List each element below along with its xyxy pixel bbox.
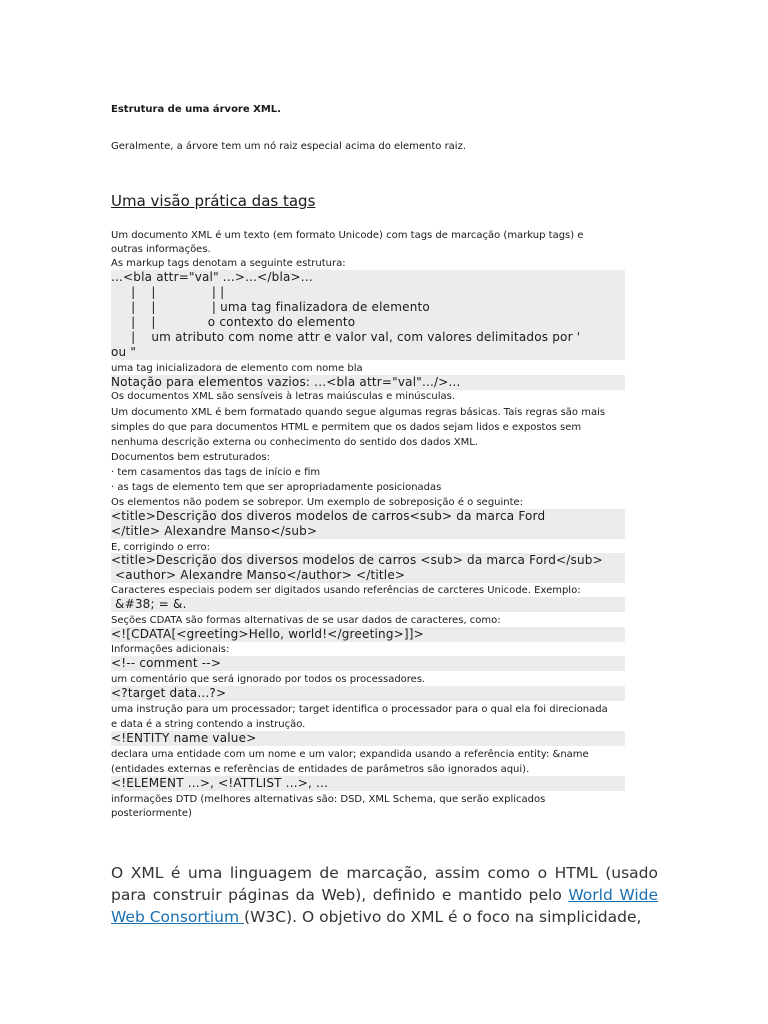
paragraph: e data é a string contendo a instrução. bbox=[111, 719, 306, 730]
code-line: &#38; = &. bbox=[111, 597, 187, 611]
paragraph: Os documentos XML são sensíveis à letras maiúsculas e minúsculas. bbox=[111, 391, 455, 402]
code-block-entity-ref bbox=[111, 597, 625, 612]
code-line: </title> Alexandre Manso</sub> bbox=[111, 524, 318, 538]
code-block-comment bbox=[111, 656, 625, 671]
code-line: <author> Alexandre Manso</author> </title> bbox=[111, 568, 406, 582]
bottom-text: O XML é uma linguagem de marcação, assim como o HTML (usado para construir páginas da Web), definido e mantido pelo bbox=[111, 864, 658, 904]
paragraph: E, corrigindo o erro: bbox=[111, 542, 210, 553]
code-line: | | o contexto do elemento bbox=[111, 315, 356, 329]
paragraph: (entidades externas e referências de entidades de parâmetros são ignorados aqui). bbox=[111, 764, 530, 775]
code-block-entity bbox=[111, 731, 625, 746]
bullet-item: · as tags de elemento tem que ser apropriadamente posicionadas bbox=[111, 482, 442, 493]
code-line: <!ENTITY name value> bbox=[111, 731, 257, 745]
intro-text: Geralmente, a árvore tem um nó raiz especial acima do elemento raiz. bbox=[111, 141, 467, 152]
code-line: <title>Descrição dos diversos modelos de carros <sub> da marca Ford</sub> bbox=[111, 553, 603, 567]
paragraph: uma tag inicializadora de elemento com nome bla bbox=[111, 363, 363, 374]
paragraph: Seções CDATA são formas alternativas de se usar dados de caracteres, como: bbox=[111, 615, 501, 626]
code-block-pi bbox=[111, 686, 625, 701]
paragraph: posteriormente) bbox=[111, 808, 192, 819]
code-block-structure bbox=[111, 270, 625, 360]
code-line: | | | uma tag finalizadora de elemento bbox=[111, 300, 430, 314]
code-line: <![CDATA[<greeting>Hello, world!</greeting>]]> bbox=[111, 627, 424, 641]
code-line: <title>Descrição dos diveros modelos de carros<sub> da marca Ford bbox=[111, 509, 546, 523]
paragraph: nenhuma descrição externa ou conhecimento do sentido dos dados XML. bbox=[111, 437, 479, 448]
code-block-dtd bbox=[111, 776, 625, 791]
code-line: <!-- comment --> bbox=[111, 656, 222, 670]
code-line: <!ELEMENT ...>, <!ATTLIST ...>, ... bbox=[111, 776, 329, 790]
bottom-paragraph bbox=[111, 862, 658, 928]
doc-heading: Estrutura de uma árvore XML. bbox=[111, 104, 281, 115]
section-title: Uma visão prática das tags bbox=[111, 192, 316, 210]
paragraph: simples do que para documentos HTML e permitem que os dados sejam lidos e expostos sem bbox=[111, 422, 582, 433]
paragraph: declara uma entidade com um nome e um valor; expandida usando a referência entity: &name bbox=[111, 749, 589, 760]
paragraph: um comentário que será ignorado por todos os processadores. bbox=[111, 674, 426, 685]
code-line: ...<bla attr="val" ...>...</bla>... bbox=[111, 270, 313, 284]
paragraph: Um documento XML é bem formatado quando segue algumas regras básicas. Tais regras são mais bbox=[111, 407, 606, 418]
paragraph: informações DTD (melhores alternativas são: DSD, XML Schema, que serão explicados bbox=[111, 794, 546, 805]
w3c-link[interactable]: World Wide Web Consortium bbox=[111, 886, 659, 926]
paragraph: uma instrução para um processador; target identifica o processador para o qual ela foi direcionada bbox=[111, 704, 608, 715]
code-block-empty-elements bbox=[111, 375, 625, 390]
paragraph: Informações adicionais: bbox=[111, 644, 230, 655]
code-block-cdata bbox=[111, 627, 625, 642]
code-line: | | | | bbox=[111, 285, 225, 299]
paragraph: Caracteres especiais podem ser digitados usando referências de carcteres Unicode. Exemplo: bbox=[111, 585, 581, 596]
paragraph: Os elementos não podem se sobrepor. Um exemplo de sobreposição é o seguinte: bbox=[111, 497, 524, 508]
bullet-item: · tem casamentos das tags de início e fim bbox=[111, 467, 321, 478]
code-line: <?target data...?> bbox=[111, 686, 227, 700]
paragraph: outras informações. bbox=[111, 244, 211, 255]
bottom-text: (W3C). O objetivo do XML é o foco na simplicidade, bbox=[244, 908, 642, 926]
code-line: | um atributo com nome attr e valor val, com valores delimitados por ' bbox=[111, 330, 581, 344]
paragraph: Documentos bem estruturados: bbox=[111, 452, 271, 463]
code-block-corrected bbox=[111, 553, 625, 583]
code-line: ou " bbox=[111, 345, 137, 359]
code-block-overlap bbox=[111, 509, 625, 539]
code-line: Notação para elementos vazios: ...<bla attr="val".../>... bbox=[111, 375, 461, 389]
paragraph: As markup tags denotam a seguinte estrutura: bbox=[111, 258, 346, 269]
paragraph: Um documento XML é um texto (em formato Unicode) com tags de marcação (markup tags) e bbox=[111, 230, 584, 241]
